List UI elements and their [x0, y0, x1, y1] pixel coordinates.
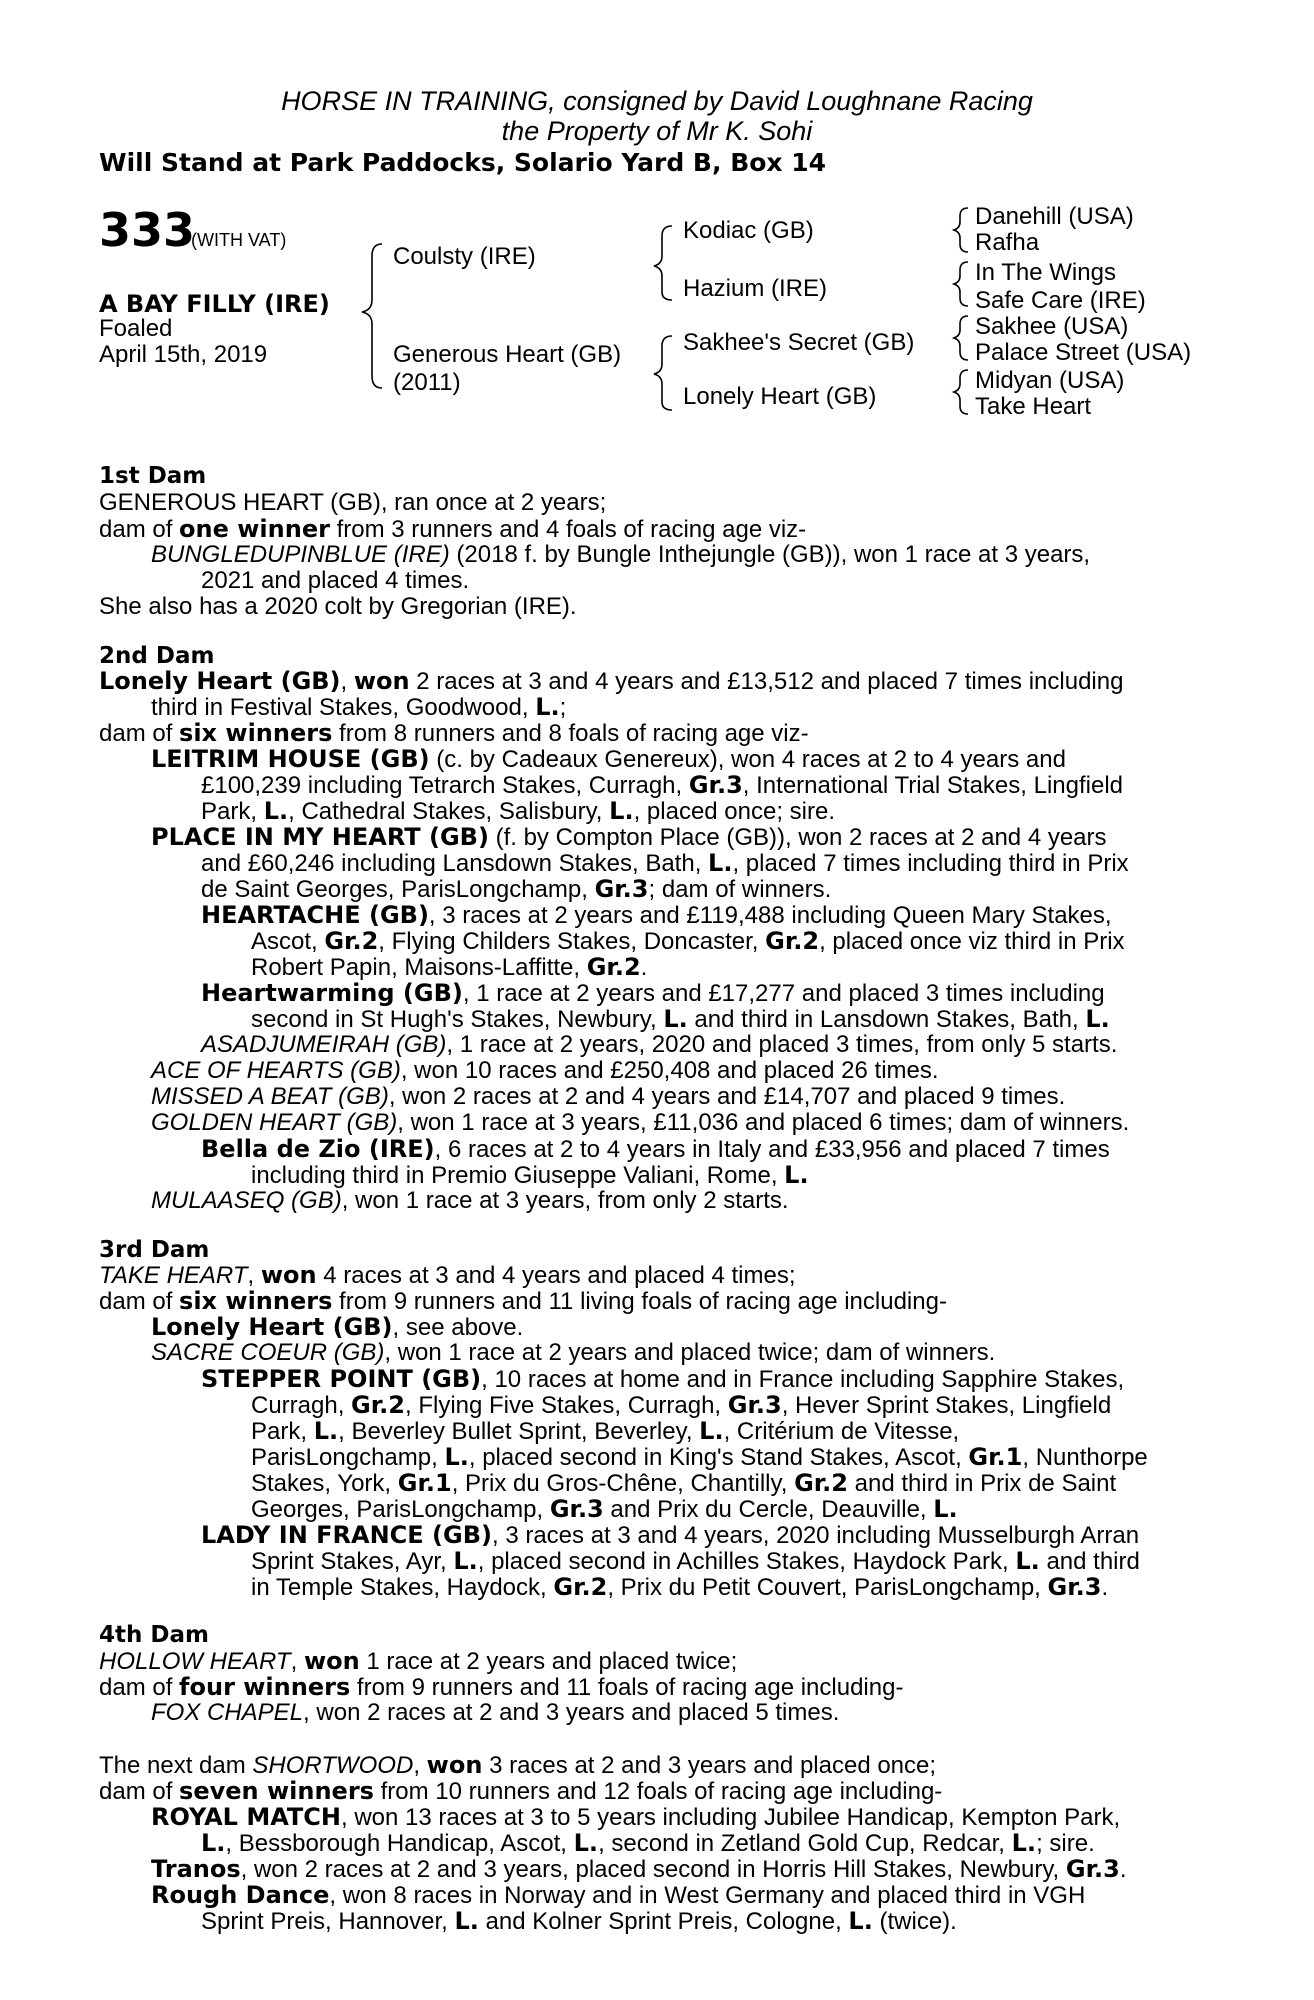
- ped-dds: Midyan (USA): [975, 367, 1125, 394]
- d2-line3: dam of six winners from 8 runners and 8 foals of racing age viz-: [99, 719, 809, 747]
- header-consignor: HORSE IN TRAINING, consigned by David Loughnane Racing: [281, 86, 1033, 116]
- ped-ddd: Take Heart: [975, 393, 1092, 420]
- section-3rd-dam: 3rd Dam: [99, 1237, 210, 1263]
- d3-line7: Park, L., Beverley Bullet Sprint, Beverley, L., Critérium de Vitesse,: [251, 1417, 960, 1445]
- d2-line5: £100,239 including Tetrarch Stakes, Curragh, Gr.3, International Trial Stakes, Lingfield: [201, 771, 1124, 799]
- ped-dam: Generous Heart (GB): [393, 341, 622, 368]
- d2-line21: MULAASEQ (GB), won 1 race at 3 years, from only 2 starts.: [151, 1187, 789, 1214]
- ped-sss: Danehill (USA): [975, 203, 1134, 230]
- d1-line2: dam of one winner from 3 runners and 4 foals of racing age viz-: [99, 515, 807, 543]
- d3-line3: Lonely Heart (GB), see above.: [151, 1313, 524, 1341]
- ped-dam-year: (2011): [393, 369, 461, 396]
- d3-line9: Stakes, York, Gr.1, Prix du Gros-Chêne, Chantilly, Gr.2 and third in Prix de Saint: [251, 1469, 1117, 1497]
- d3-line8: ParisLongchamp, L., placed second in King's Stand Stakes, Ascot, Gr.1, Nunthorpe: [251, 1443, 1148, 1471]
- header-stand: Will Stand at Park Paddocks, Solario Yard B, Box 14: [99, 148, 827, 177]
- foaled-label: Foaled: [99, 315, 173, 342]
- d2-line20: including third in Premio Giuseppe Valiani, Rome, L.: [251, 1161, 809, 1189]
- d2-line13: Heartwarming (GB), 1 race at 2 years and £17,277 and placed 3 times including: [201, 979, 1105, 1007]
- ped-dam-dam: Lonely Heart (GB): [683, 383, 877, 410]
- ped-sdd: Safe Care (IRE): [975, 287, 1146, 314]
- ped-dsd: Palace Street (USA): [975, 339, 1192, 366]
- d3-line12: Sprint Stakes, Ayr, L., placed second in Achilles Stakes, Haydock Park, L. and third: [251, 1547, 1140, 1575]
- d1-line5: She also has a 2020 colt by Gregorian (IRE).: [99, 593, 577, 620]
- d1-line1: GENEROUS HEART (GB), ran once at 2 years;: [99, 489, 607, 516]
- d2-line16: ACE OF HEARTS (GB), won 10 races and £250,408 and placed 26 times.: [151, 1057, 939, 1084]
- d2-line2: third in Festival Stakes, Goodwood, L.;: [151, 693, 567, 721]
- lot-title: A BAY FILLY (IRE): [99, 290, 330, 318]
- ped-sire-dam: Hazium (IRE): [683, 275, 828, 302]
- ped-dss: Sakhee (USA): [975, 313, 1129, 340]
- d2-line17: MISSED A BEAT (GB), won 2 races at 2 and 4 years and £14,707 and placed 9 times.: [151, 1083, 1066, 1110]
- section-1st-dam: 1st Dam: [99, 463, 207, 489]
- ped-sire: Coulsty (IRE): [393, 243, 536, 270]
- next-line4: L., Bessborough Handicap, Ascot, L., second in Zetland Gold Cup, Redcar, L.; sire.: [201, 1829, 1095, 1857]
- d2-line11: Ascot, Gr.2, Flying Childers Stakes, Doncaster, Gr.2, placed once viz third in Prix: [251, 927, 1125, 955]
- d2-line6: Park, L., Cathedral Stakes, Salisbury, L., placed once; sire.: [201, 797, 836, 825]
- d2-line9: de Saint Georges, ParisLongchamp, Gr.3; dam of winners.: [201, 875, 832, 903]
- d2-line19: Bella de Zio (IRE), 6 races at 2 to 4 years in Italy and £33,956 and placed 7 times: [201, 1135, 1110, 1163]
- section-2nd-dam: 2nd Dam: [99, 643, 215, 669]
- next-line3: ROYAL MATCH, won 13 races at 3 to 5 years including Jubilee Handicap, Kempton Park,: [151, 1803, 1121, 1831]
- d2-line4: LEITRIM HOUSE (GB) (c. by Cadeaux Genereux), won 4 races at 2 to 4 years and: [151, 745, 1066, 773]
- d3-line1: TAKE HEART, won 4 races at 3 and 4 years and placed 4 times;: [99, 1261, 796, 1289]
- next-line7: Sprint Preis, Hannover, L. and Kolner Sprint Preis, Cologne, L. (twice).: [201, 1907, 957, 1935]
- d2-line8: and £60,246 including Lansdown Stakes, Bath, L., placed 7 times including third in Prix: [201, 849, 1129, 877]
- section-4th-dam: 4th Dam: [99, 1622, 209, 1648]
- d2-line15: ASADJUMEIRAH (GB), 1 race at 2 years, 2020 and placed 3 times, from only 5 starts.: [201, 1031, 1118, 1058]
- ped-sds: In The Wings: [975, 259, 1116, 286]
- d2-line12: Robert Papin, Maisons-Laffitte, Gr.2.: [251, 953, 648, 981]
- d3-line2: dam of six winners from 9 runners and 11 living foals of racing age including-: [99, 1287, 947, 1315]
- d3-line6: Curragh, Gr.2, Flying Five Stakes, Curragh, Gr.3, Hever Sprint Stakes, Lingfield: [251, 1391, 1112, 1419]
- d3-line4: SACRE COEUR (GB), won 1 race at 2 years and placed twice; dam of winners.: [151, 1339, 996, 1366]
- d2-line14: second in St Hugh's Stakes, Newbury, L. and third in Lansdown Stakes, Bath, L.: [251, 1005, 1110, 1033]
- lot-vat: (WITH VAT): [191, 230, 287, 250]
- d3-line13: in Temple Stakes, Haydock, Gr.2, Prix du Petit Couvert, ParisLongchamp, Gr.3.: [251, 1573, 1109, 1601]
- ped-ssd: Rafha: [975, 229, 1040, 256]
- ped-dam-sire: Sakhee's Secret (GB): [683, 329, 915, 356]
- d4-line2: dam of four winners from 9 runners and 11 foals of racing age including-: [99, 1673, 904, 1701]
- d4-line1: HOLLOW HEART, won 1 race at 2 years and placed twice;: [99, 1647, 738, 1675]
- d1-line3: BUNGLEDUPINBLUE (IRE) (2018 f. by Bungle Inthejungle (GB)), won 1 race at 3 years,: [151, 541, 1091, 568]
- d2-line1: Lonely Heart (GB), won 2 races at 3 and 4 years and £13,512 and placed 7 times including: [99, 667, 1124, 695]
- d2-line7: PLACE IN MY HEART (GB) (f. by Compton Place (GB)), won 2 races at 2 and 4 years: [151, 823, 1107, 851]
- ped-sire-sire: Kodiac (GB): [683, 217, 814, 244]
- foaled-date: April 15th, 2019: [99, 341, 268, 368]
- d2-line10: HEARTACHE (GB), 3 races at 2 years and £119,488 including Queen Mary Stakes,: [201, 901, 1112, 929]
- d2-line18: GOLDEN HEART (GB), won 1 race at 3 years, £11,036 and placed 6 times; dam of winners.: [151, 1109, 1130, 1136]
- lot-number: 333: [99, 203, 196, 257]
- next-line6: Rough Dance, won 8 races in Norway and in West Germany and placed third in VGH: [151, 1881, 1086, 1909]
- next-line5: Tranos, won 2 races at 2 and 3 years, placed second in Horris Hill Stakes, Newbury, Gr.3.: [151, 1855, 1127, 1883]
- d4-line3: FOX CHAPEL, won 2 races at 2 and 3 years and placed 5 times.: [151, 1699, 840, 1726]
- header-property: the Property of Mr K. Sohi: [501, 116, 813, 146]
- d3-line5: STEPPER POINT (GB), 10 races at home and in France including Sapphire Stakes,: [201, 1365, 1125, 1393]
- d1-line4: 2021 and placed 4 times.: [201, 567, 470, 594]
- d3-line10: Georges, ParisLongchamp, Gr.3 and Prix du Cercle, Deauville, L.: [251, 1495, 958, 1523]
- d3-line11: LADY IN FRANCE (GB), 3 races at 3 and 4 years, 2020 including Musselburgh Arran: [201, 1521, 1140, 1549]
- next-line1: The next dam SHORTWOOD, won 3 races at 2 and 3 years and placed once;: [99, 1751, 937, 1779]
- next-line2: dam of seven winners from 10 runners and 12 foals of racing age including-: [99, 1777, 943, 1805]
